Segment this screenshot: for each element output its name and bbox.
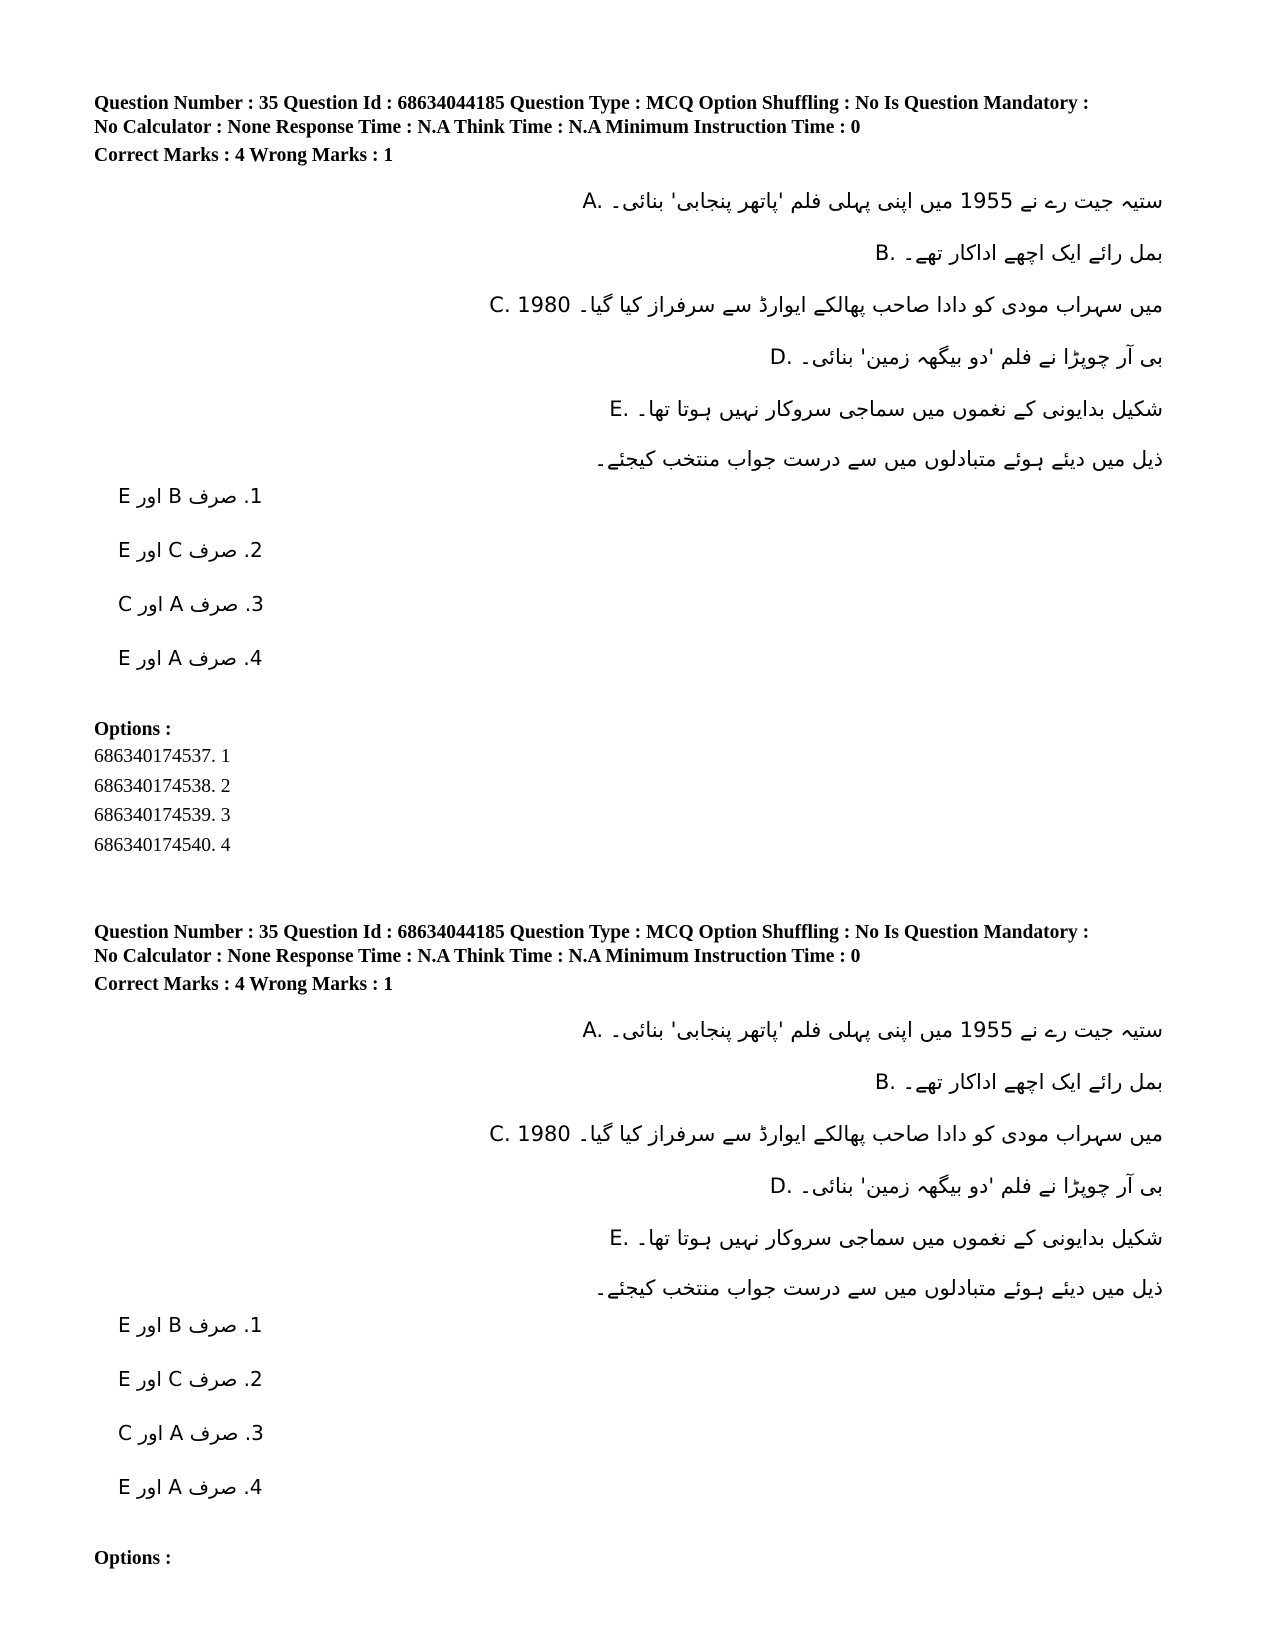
statement-e: E. شکیل بدایونی کے نغموں میں سماجی سروکار نہیں ہوتا تھا۔ bbox=[609, 1226, 1163, 1250]
question-block-2 bbox=[94, 921, 1194, 1571]
choice-1: 1. صرف B اور E bbox=[118, 1313, 263, 1337]
choice-4: 4. صرف A اور E bbox=[118, 646, 263, 670]
choice-4: 4. صرف A اور E bbox=[118, 1475, 263, 1499]
answer-choices bbox=[94, 482, 1194, 704]
options-label: Options : bbox=[94, 719, 172, 740]
statement-d: D. بی آر چوپڑا نے فلم 'دو بیگھہ زمین' بنائی۔ bbox=[769, 345, 1163, 369]
statement-b: B. بمل رائے ایک اچھے اداکار تھے۔ bbox=[874, 1070, 1163, 1094]
statement-d: D. بی آر چوپڑا نے فلم 'دو بیگھہ زمین' بنائی۔ bbox=[769, 1174, 1163, 1198]
choice-2: 2. صرف C اور E bbox=[118, 538, 263, 562]
statements bbox=[94, 186, 1194, 482]
statement-e: E. شکیل بدایونی کے نغموں میں سماجی سروکار نہیں ہوتا تھا۔ bbox=[609, 397, 1163, 421]
marks-line: Correct Marks : 4 Wrong Marks : 1 bbox=[94, 145, 394, 166]
question-meta-line-1: Question Number : 35 Question Id : 68634044185 Question Type : MCQ Option Shuffling : No Is Question Mandatory : bbox=[94, 922, 1090, 943]
choice-1: 1. صرف B اور E bbox=[118, 484, 263, 508]
option-id-3: 686340174539. 3 bbox=[94, 805, 231, 826]
question-block-1 bbox=[94, 92, 1194, 860]
instruction-line: ذیل میں دیئے ہوئے متبادلوں میں سے درست جواب منتخب کیجئے۔ bbox=[594, 1276, 1163, 1300]
statement-c: C. 1980 میں سہراب مودی کو دادا صاحب پھالکے ایوارڈ سے سرفراز کیا گیا۔ bbox=[489, 293, 1163, 317]
instruction-line: ذیل میں دیئے ہوئے متبادلوں میں سے درست جواب منتخب کیجئے۔ bbox=[594, 447, 1163, 471]
choice-2: 2. صرف C اور E bbox=[118, 1367, 263, 1391]
options-label: Options : bbox=[94, 1548, 172, 1569]
question-meta-line-1: Question Number : 35 Question Id : 68634044185 Question Type : MCQ Option Shuffling : No Is Question Mandatory : bbox=[94, 93, 1090, 114]
option-id-1: 686340174537. 1 bbox=[94, 746, 231, 767]
choice-3: 3. صرف A اور C bbox=[118, 1421, 264, 1445]
option-id-4: 686340174540. 4 bbox=[94, 834, 231, 856]
statement-a: A. ستیہ جیت رے نے 1955 میں اپنی پہلی فلم 'پاتھر پنجابی' بنائی۔ bbox=[582, 1018, 1163, 1042]
answer-choices bbox=[94, 1311, 1194, 1533]
question-meta-line-2: No Calculator : None Response Time : N.A Think Time : N.A Minimum Instruction Time : 0 bbox=[94, 946, 861, 967]
marks-line: Correct Marks : 4 Wrong Marks : 1 bbox=[94, 974, 394, 995]
choice-3: 3. صرف A اور C bbox=[118, 592, 264, 616]
option-id-2: 686340174538. 2 bbox=[94, 775, 231, 797]
statement-c: C. 1980 میں سہراب مودی کو دادا صاحب پھالکے ایوارڈ سے سرفراز کیا گیا۔ bbox=[489, 1122, 1163, 1146]
question-meta-line-2: No Calculator : None Response Time : N.A Think Time : N.A Minimum Instruction Time : 0 bbox=[94, 117, 861, 138]
statement-a: A. ستیہ جیت رے نے 1955 میں اپنی پہلی فلم 'پاتھر پنجابی' بنائی۔ bbox=[582, 189, 1163, 213]
statement-b: B. بمل رائے ایک اچھے اداکار تھے۔ bbox=[874, 241, 1163, 265]
statements bbox=[94, 1015, 1194, 1311]
